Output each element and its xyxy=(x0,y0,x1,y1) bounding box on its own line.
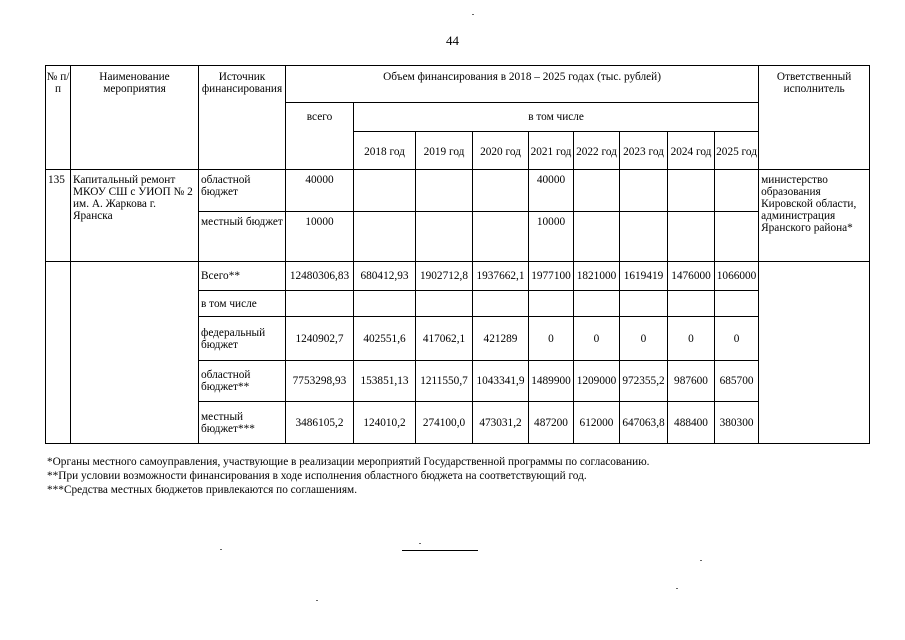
source-cell: областной бюджет** xyxy=(199,361,286,402)
year-cell xyxy=(715,212,759,262)
empty-cell xyxy=(668,291,715,317)
year-cell xyxy=(620,170,668,212)
empty-cell xyxy=(759,262,870,444)
header-total: всего xyxy=(286,103,354,170)
year-cell xyxy=(574,212,620,262)
year-cell: 487200 xyxy=(529,402,574,444)
total-cell: 40000 xyxy=(286,170,354,212)
year-cell: 488400 xyxy=(668,402,715,444)
table-row xyxy=(46,170,870,212)
header-including: в том числе xyxy=(354,103,759,132)
footnote: ***Средства местных бюджетов привлекаются по соглашениям. xyxy=(47,484,358,496)
year-cell: 402551,6 xyxy=(354,317,416,361)
year-cell xyxy=(354,170,416,212)
year-cell: 1977100 xyxy=(529,262,574,291)
empty-cell xyxy=(473,291,529,317)
year-cell: 417062,1 xyxy=(416,317,473,361)
source-cell: областной бюджет xyxy=(199,170,286,212)
year-cell: 10000 xyxy=(529,212,574,262)
empty-cell xyxy=(715,291,759,317)
empty-cell xyxy=(46,262,71,444)
year-cell: 1902712,8 xyxy=(416,262,473,291)
header-volume: Объем финансирования в 2018 – 2025 годах (тыс. рублей) xyxy=(286,66,759,103)
header-source: Источник финансирования xyxy=(199,66,286,170)
year-cell: 0 xyxy=(574,317,620,361)
year-cell: 1209000 xyxy=(574,361,620,402)
empty-cell xyxy=(286,291,354,317)
total-cell: 1240902,7 xyxy=(286,317,354,361)
item-name: Капитальный ремонт МКОУ СШ с УИОП № 2 им. А. Жаркова г. Яранска xyxy=(71,170,199,262)
year-cell: 274100,0 xyxy=(416,402,473,444)
year-cell: 421289 xyxy=(473,317,529,361)
year-cell: 1211550,7 xyxy=(416,361,473,402)
header-responsible: Ответственный исполнитель xyxy=(759,66,870,170)
empty-cell xyxy=(71,262,199,444)
year-cell xyxy=(715,170,759,212)
year-cell xyxy=(473,170,529,212)
scan-speck xyxy=(472,14,474,15)
signature-line xyxy=(402,550,478,551)
executor-cell: министерство образования Кировской области, администрация Яранского района* xyxy=(759,170,870,262)
header-year-2025: 2025 год xyxy=(715,132,759,170)
page-number: 44 xyxy=(446,33,459,48)
year-cell xyxy=(574,170,620,212)
footnotes xyxy=(47,455,649,497)
source-cell: местный бюджет xyxy=(199,212,286,262)
year-cell: 1821000 xyxy=(574,262,620,291)
year-cell xyxy=(620,212,668,262)
scan-speck xyxy=(419,543,421,544)
total-cell: 12480306,83 xyxy=(286,262,354,291)
header-name: Наименование мероприятия xyxy=(71,66,199,170)
year-cell: 1489900 xyxy=(529,361,574,402)
year-cell: 1937662,1 xyxy=(473,262,529,291)
year-cell: 1476000 xyxy=(668,262,715,291)
year-cell: 685700 xyxy=(715,361,759,402)
source-cell: федеральный бюджет xyxy=(199,317,286,361)
table-row xyxy=(46,262,870,291)
header-year-2022: 2022 год xyxy=(574,132,620,170)
financing-table xyxy=(45,65,870,444)
source-cell: местный бюджет*** xyxy=(199,402,286,444)
source-cell: Всего** xyxy=(199,262,286,291)
year-cell xyxy=(354,212,416,262)
scan-speck xyxy=(220,549,222,550)
year-cell xyxy=(416,170,473,212)
empty-cell xyxy=(354,291,416,317)
empty-cell xyxy=(416,291,473,317)
empty-cell xyxy=(529,291,574,317)
year-cell: 380300 xyxy=(715,402,759,444)
year-cell: 647063,8 xyxy=(620,402,668,444)
footnote: **При условии возможности финансирования в ходе исполнения областного бюджета на соответствующий год. xyxy=(47,470,587,482)
year-cell: 0 xyxy=(715,317,759,361)
footnote: *Органы местного самоуправления, участвующие в реализации мероприятий Государственной программы по согласованию. xyxy=(47,456,650,468)
header-year-2024: 2024 год xyxy=(668,132,715,170)
total-cell: 3486105,2 xyxy=(286,402,354,444)
empty-cell xyxy=(620,291,668,317)
year-cell xyxy=(668,170,715,212)
total-cell: 7753298,93 xyxy=(286,361,354,402)
empty-cell xyxy=(574,291,620,317)
year-cell: 153851,13 xyxy=(354,361,416,402)
year-cell: 0 xyxy=(668,317,715,361)
scan-speck xyxy=(676,588,678,589)
total-cell: 10000 xyxy=(286,212,354,262)
year-cell xyxy=(473,212,529,262)
year-cell: 680412,93 xyxy=(354,262,416,291)
year-cell: 987600 xyxy=(668,361,715,402)
scan-speck xyxy=(700,560,702,561)
header-year-2021: 2021 год xyxy=(529,132,574,170)
header-year-2019: 2019 год xyxy=(416,132,473,170)
including-label: в том числе xyxy=(199,291,286,317)
year-cell: 40000 xyxy=(529,170,574,212)
year-cell: 0 xyxy=(529,317,574,361)
item-number: 135 xyxy=(46,170,71,262)
header-num: № п/п xyxy=(46,66,71,170)
year-cell: 1619419 xyxy=(620,262,668,291)
year-cell: 473031,2 xyxy=(473,402,529,444)
header-year-2020: 2020 год xyxy=(473,132,529,170)
year-cell xyxy=(668,212,715,262)
year-cell: 1066000 xyxy=(715,262,759,291)
scan-speck xyxy=(316,600,318,601)
year-cell: 0 xyxy=(620,317,668,361)
year-cell xyxy=(416,212,473,262)
year-cell: 1043341,9 xyxy=(473,361,529,402)
year-cell: 612000 xyxy=(574,402,620,444)
year-cell: 124010,2 xyxy=(354,402,416,444)
year-cell: 972355,2 xyxy=(620,361,668,402)
header-year-2018: 2018 год xyxy=(354,132,416,170)
header-year-2023: 2023 год xyxy=(620,132,668,170)
